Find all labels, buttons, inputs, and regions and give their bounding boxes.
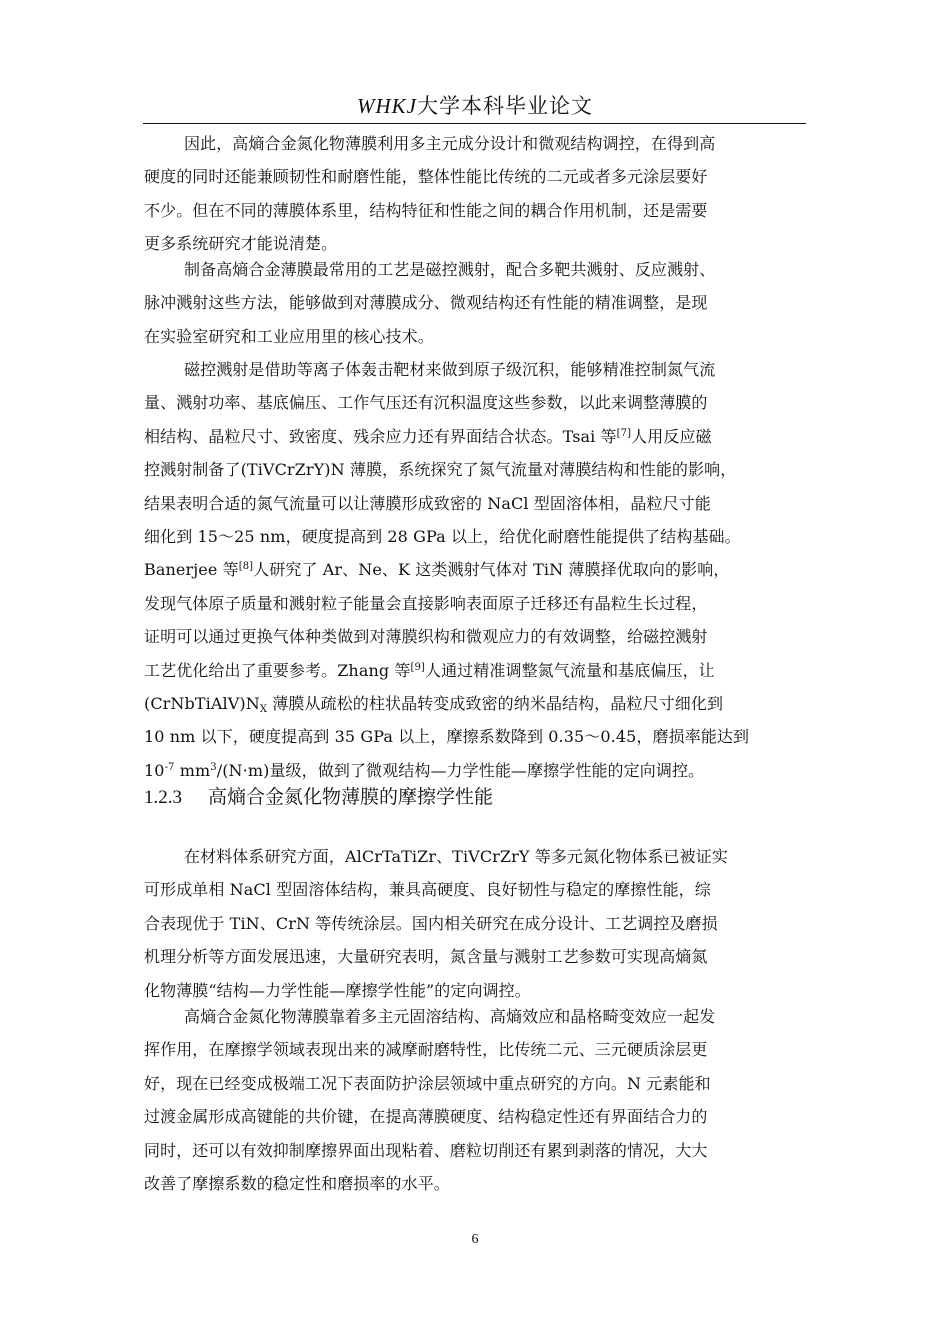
text-line: 可形成单相 NaCl 型固溶体结构，兼具高硬度、良好韧性与稳定的摩擦性能，综 (144, 880, 711, 900)
text-span: mm (174, 760, 211, 780)
text-line (144, 654, 808, 687)
text-span: 相结构、晶粒尺寸、致密度、残余应力还有界面结合状态。Tsai 等 (144, 426, 617, 446)
text-line: 不少。但在不同的薄膜体系里，结构特征和性能之间的耦合作用机制，还是需要 (144, 200, 708, 220)
section-title: 高熵合金氮化物薄膜的摩擦学性能 (208, 786, 494, 808)
text-line: 控溅射制备了(TiVCrZrY)N 薄膜，系统探究了氮气流量对薄膜结构和性能的影响， (144, 460, 737, 480)
text-line: 因此，高熵合金氮化物薄膜利用多主元成分设计和微观结构调控，在得到高 (184, 134, 716, 153)
header-title-latin: WHKJ (357, 94, 417, 118)
text-line: 10 nm 以下，硬度提高到 35 GPa 以上，摩擦系数降到 0.35～0.45，磨损率能达到 (144, 727, 750, 747)
text-line (144, 687, 808, 720)
page-number: 6 (471, 1232, 479, 1247)
superscript: -7 (164, 761, 175, 773)
paragraph-2 (144, 253, 808, 353)
text-line: 脉冲溅射这些方法，能够做到对薄膜成分、微观结构还有性能的精准调整，是现 (144, 293, 708, 313)
text-line: 高熵合金氮化物薄膜靠着多主元固溶结构、高熵效应和晶格畸变效应一起发 (184, 1007, 716, 1026)
header-rule (143, 123, 806, 124)
text-line: 好，现在已经变成极端工况下表面防护涂层领域中重点研究的方向。N 元素能和 (144, 1073, 711, 1093)
text-line: 更多系统研究才能说清楚。 (144, 234, 338, 254)
citation-ref: [7] (616, 427, 632, 439)
section-heading (144, 782, 493, 809)
paragraph-4 (144, 840, 808, 1007)
text-span: 人通过精准调整氮气流量和基底偏压，让 (424, 660, 715, 680)
text-line: 量、溅射功率、基底偏压、工作气压还有沉积温度这些参数，以此来调整薄膜的 (144, 393, 708, 413)
text-line: 硬度的同时还能兼顾韧性和耐磨性能，整体性能比传统的二元或者多元涂层要好 (144, 167, 708, 187)
text-span: /(N·m)量级，做到了微观结构—力学性能—摩擦学性能的定向调控。 (216, 760, 705, 780)
text-line: 在实验室研究和工业应用里的核心技术。 (144, 326, 434, 346)
text-span: 10 (144, 760, 165, 780)
text-line: 结果表明合适的氮气流量可以让薄膜形成致密的 NaCl 型固溶体相，晶粒尺寸能 (144, 493, 711, 513)
text-line: 改善了摩擦系数的稳定性和磨损率的水平。 (144, 1173, 450, 1193)
text-line: 磁控溅射是借助等离子体轰击靶材来做到原子级沉积，能够精准控制氮气流 (184, 360, 716, 379)
text-line: 化物薄膜“结构—力学性能—摩擦学性能”的定向调控。 (144, 980, 531, 1000)
text-line (144, 420, 808, 453)
page-header-title (0, 90, 950, 120)
text-line: 合表现优于 TiN、CrN 等传统涂层。国内相关研究在成分设计、工艺调控及磨损 (144, 913, 718, 933)
paragraph-3 (144, 353, 808, 787)
text-span: (CrNbTiAlV)N (144, 693, 260, 713)
subscript: X (259, 703, 268, 715)
text-line: 证明可以通过更换气体种类做到对薄膜织构和微观应力的有效调整，给磁控溅射 (144, 627, 708, 647)
text-span: Banerjee 等 (144, 560, 239, 580)
section-number: 1.2.3 (144, 787, 182, 808)
text-line (144, 553, 808, 586)
text-span: 人研究了 Ar、Ne、K 这类溅射气体对 TiN 薄膜择优取向的影响， (253, 560, 730, 580)
citation-ref: [9] (410, 661, 425, 673)
text-line: 同时，还可以有效抑制摩擦界面出现粘着、磨粒切削还有累到剥落的情况，大大 (144, 1140, 708, 1160)
header-title-cn: 大学本科毕业论文 (417, 94, 593, 118)
superscript: 3 (210, 761, 217, 773)
text-line: 挥作用，在摩擦学领域表现出来的减摩耐磨特性，比传统二元、三元硬质涂层更 (144, 1040, 708, 1060)
text-span: 人用反应磁 (631, 426, 712, 446)
citation-ref: [8] (238, 561, 254, 573)
text-line: 过渡金属形成高键能的共价键，在提高薄膜硬度、结构稳定性还有界面结合力的 (144, 1107, 708, 1127)
text-line: 细化到 15～25 nm，硬度提高到 28 GPa 以上，给优化耐磨性能提供了结构基础。 (144, 526, 741, 546)
text-span: 工艺优化给出了重要参考。Zhang 等 (144, 660, 411, 680)
text-line: 在材料体系研究方面，AlCrTaTiZr、TiVCrZrY 等多元氮化物体系已被证实 (184, 847, 728, 866)
paragraph-5 (144, 1000, 808, 1200)
text-line: 机理分析等方面发展迅速，大量研究表明，氮含量与溅射工艺参数可实现高熵氮 (144, 947, 708, 967)
text-line: 制备高熵合金薄膜最常用的工艺是磁控溅射，配合多靶共溅射、反应溅射、 (184, 260, 716, 279)
text-span: 薄膜从疏松的柱状晶转变成致密的纳米晶结构，晶粒尺寸细化到 (267, 693, 724, 713)
paragraph-1 (144, 127, 808, 261)
text-line: 发现气体原子质量和溅射粒子能量会直接影响表面原子迁移还有晶粒生长过程， (144, 593, 708, 613)
